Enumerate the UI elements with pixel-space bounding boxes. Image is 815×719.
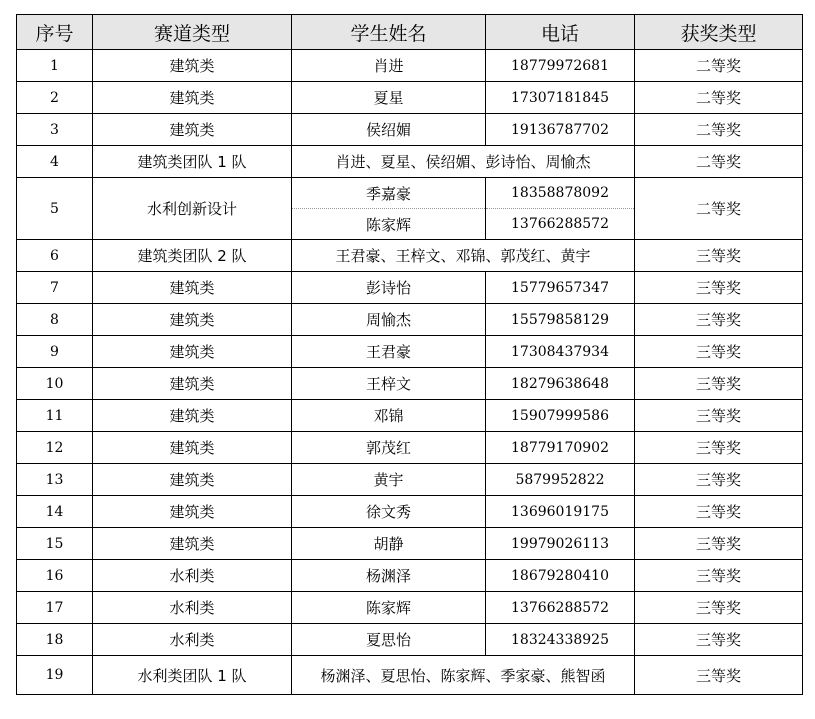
row-team-names: 杨渊泽、夏思怡、陈家辉、季家豪、熊智函	[292, 656, 635, 695]
row-award: 三等奖	[635, 304, 803, 336]
table-row	[17, 368, 803, 400]
row-name: 徐文秀	[292, 496, 486, 528]
row-no: 6	[17, 240, 93, 272]
row-no: 13	[17, 464, 93, 496]
table-row	[17, 560, 803, 592]
row-track: 建筑类	[93, 114, 292, 146]
row-phone: 17307181845	[486, 82, 635, 114]
row-track: 建筑类团队 2 队	[93, 240, 292, 272]
row-no: 14	[17, 496, 93, 528]
row-phone: 13766288572	[486, 592, 635, 624]
row-phone: 18679280410	[486, 560, 635, 592]
table-row	[17, 400, 803, 432]
row-team-names: 肖进、夏星、侯绍媚、彭诗怡、周愉杰	[292, 146, 635, 178]
row-track: 水利创新设计	[93, 178, 292, 240]
table-row	[17, 656, 803, 695]
row-name: 侯绍媚	[292, 114, 486, 146]
row-name: 陈家辉	[292, 209, 486, 240]
row-no: 11	[17, 400, 93, 432]
table-row	[17, 592, 803, 624]
row-award: 三等奖	[635, 336, 803, 368]
row-no: 1	[17, 50, 93, 82]
row-award: 三等奖	[635, 656, 803, 695]
row-track: 建筑类	[93, 50, 292, 82]
row-name: 黄宇	[292, 464, 486, 496]
row-award: 三等奖	[635, 432, 803, 464]
row-name: 夏思怡	[292, 624, 486, 656]
row-award: 二等奖	[635, 114, 803, 146]
row-track: 建筑类	[93, 432, 292, 464]
row-phone: 17308437934	[486, 336, 635, 368]
row-phone: 18779170902	[486, 432, 635, 464]
row-award: 三等奖	[635, 368, 803, 400]
row-no: 16	[17, 560, 93, 592]
row-award: 三等奖	[635, 624, 803, 656]
header-row	[17, 15, 803, 50]
row-track: 建筑类	[93, 336, 292, 368]
table-row	[17, 114, 803, 146]
row-track: 建筑类团队 1 队	[93, 146, 292, 178]
row-no: 7	[17, 272, 93, 304]
row-phone: 18279638648	[486, 368, 635, 400]
row-phone: 18358878092	[486, 178, 635, 209]
row-no: 5	[17, 178, 93, 240]
row-no: 2	[17, 82, 93, 114]
row-award: 三等奖	[635, 528, 803, 560]
row-award: 三等奖	[635, 240, 803, 272]
awards-table-wrapper	[16, 14, 803, 695]
header-no: 序号	[17, 15, 93, 50]
row-name: 周愉杰	[292, 304, 486, 336]
row-name: 王君豪	[292, 336, 486, 368]
row-award: 三等奖	[635, 400, 803, 432]
row-team-names: 王君豪、王梓文、邓锦、郭茂红、黄宇	[292, 240, 635, 272]
row-phone: 18324338925	[486, 624, 635, 656]
row-track: 建筑类	[93, 304, 292, 336]
row-award: 二等奖	[635, 146, 803, 178]
row-award: 二等奖	[635, 82, 803, 114]
table-row	[17, 304, 803, 336]
row-name: 彭诗怡	[292, 272, 486, 304]
row-no: 10	[17, 368, 93, 400]
row-phone: 13766288572	[486, 209, 635, 240]
row-phone: 18779972681	[486, 50, 635, 82]
row-name: 王梓文	[292, 368, 486, 400]
table-row	[17, 50, 803, 82]
row-no: 19	[17, 656, 93, 695]
row-track: 建筑类	[93, 368, 292, 400]
table-row	[17, 624, 803, 656]
awards-table	[16, 14, 803, 695]
row-award: 三等奖	[635, 592, 803, 624]
table-row	[17, 432, 803, 464]
row-phone: 15779657347	[486, 272, 635, 304]
row-no: 18	[17, 624, 93, 656]
row-track: 水利类	[93, 624, 292, 656]
row-award: 三等奖	[635, 272, 803, 304]
row-no: 8	[17, 304, 93, 336]
header-award: 获奖类型	[635, 15, 803, 50]
table-row	[17, 528, 803, 560]
table-row	[17, 146, 803, 178]
table-row	[17, 272, 803, 304]
row-name: 胡静	[292, 528, 486, 560]
row-track: 水利类	[93, 592, 292, 624]
row-no: 9	[17, 336, 93, 368]
table-row	[17, 240, 803, 272]
row-award: 二等奖	[635, 178, 803, 240]
row-phone: 19136787702	[486, 114, 635, 146]
row-no: 3	[17, 114, 93, 146]
header-name: 学生姓名	[292, 15, 486, 50]
row-track: 建筑类	[93, 272, 292, 304]
row-track: 建筑类	[93, 400, 292, 432]
row-track: 水利类团队 1 队	[93, 656, 292, 695]
row-track: 建筑类	[93, 528, 292, 560]
row-name: 陈家辉	[292, 592, 486, 624]
row-no: 15	[17, 528, 93, 560]
row-track: 建筑类	[93, 464, 292, 496]
row-name: 季嘉豪	[292, 178, 486, 209]
row-track: 水利类	[93, 560, 292, 592]
row-award: 二等奖	[635, 50, 803, 82]
header-phone: 电话	[486, 15, 635, 50]
row-award: 三等奖	[635, 560, 803, 592]
row-phone: 13696019175	[486, 496, 635, 528]
table-row	[17, 82, 803, 114]
row-track: 建筑类	[93, 496, 292, 528]
table-row	[17, 336, 803, 368]
row-phone: 15907999586	[486, 400, 635, 432]
header-track: 赛道类型	[93, 15, 292, 50]
row-no: 4	[17, 146, 93, 178]
row-award: 三等奖	[635, 464, 803, 496]
row-name: 邓锦	[292, 400, 486, 432]
row-award: 三等奖	[635, 496, 803, 528]
row-name: 夏星	[292, 82, 486, 114]
row-track: 建筑类	[93, 82, 292, 114]
table-row	[17, 496, 803, 528]
table-row	[17, 464, 803, 496]
row-no: 12	[17, 432, 93, 464]
row-phone: 19979026113	[486, 528, 635, 560]
table-row	[17, 178, 803, 209]
row-no: 17	[17, 592, 93, 624]
row-name: 郭茂红	[292, 432, 486, 464]
row-name: 杨渊泽	[292, 560, 486, 592]
row-phone: 15579858129	[486, 304, 635, 336]
row-phone: 5879952822	[486, 464, 635, 496]
row-name: 肖进	[292, 50, 486, 82]
